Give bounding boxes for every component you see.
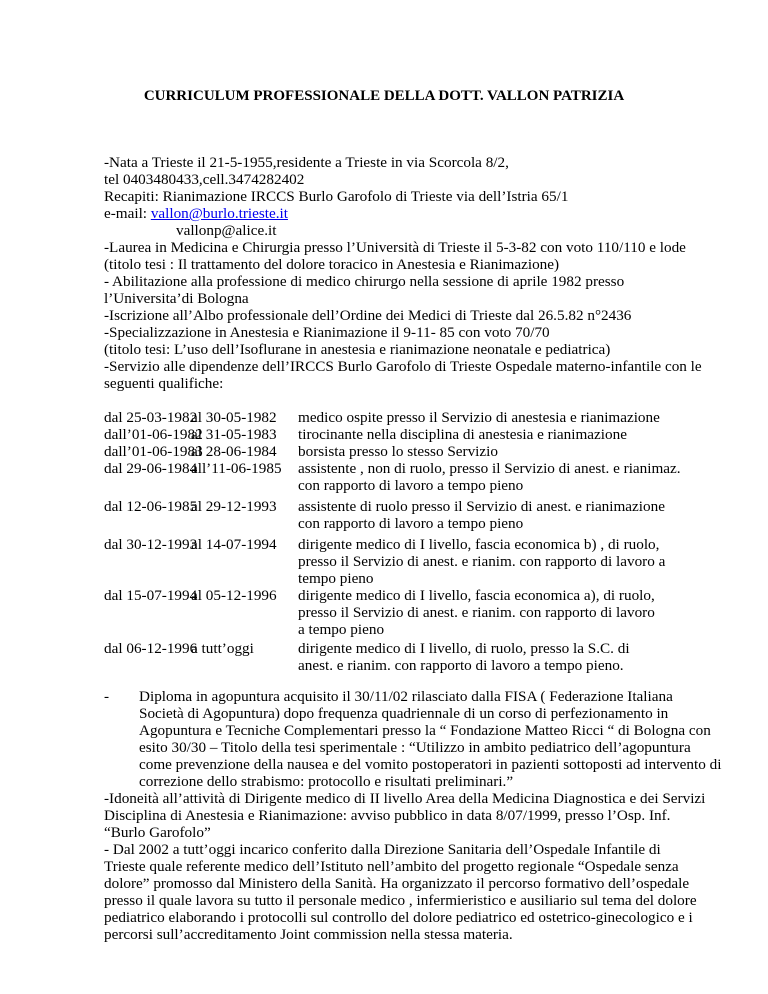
body-line: Disciplina di Anestesia e Rianimazione: avviso pubblico in data 8/07/1999, presso l’Osp. Inf. xyxy=(104,807,671,824)
date-from: dall’01-06-1983 xyxy=(104,443,203,460)
body-line: presso il quale lavora su tutto il personale medico , infermieristico e ausiliario sul tema del dolore xyxy=(104,892,697,909)
intro-line: -Nata a Trieste il 21-5-1955,residente a Trieste in via Scorcola 8/2, xyxy=(104,154,509,171)
date-from: dal 15-07-1994 xyxy=(104,587,198,604)
bullet-line: Agopuntura e Tecniche Complementari presso la “ Fondazione Matteo Ricci “ di Bologna con xyxy=(139,722,711,739)
body-line: -Laurea in Medicina e Chirurgia presso l’Università di Trieste il 5-3-82 con voto 110/110 e lode xyxy=(104,239,686,256)
date-from: dal 25-03-1982 xyxy=(104,409,198,426)
role-desc: assistente di ruolo presso il Servizio di anest. e rianimazione xyxy=(298,498,665,515)
role-desc: a tempo pieno xyxy=(298,621,385,638)
body-line: Trieste quale referente medico dell’Istituto nell’ambito del progetto regionale “Ospedale senza xyxy=(104,858,679,875)
date-to: al 14-07-1994 xyxy=(191,536,277,553)
body-line: (titolo tesi : Il trattamento del dolore toracico in Anestesia e Rianimazione) xyxy=(104,256,560,273)
body-line: -Servizio alle dipendenze dell’IRCCS Burlo Garofolo di Trieste Ospedale materno-infantile con le xyxy=(104,358,702,375)
date-from: dal 06-12-1996 xyxy=(104,640,198,657)
bullet-line: correzione dello strabismo: protocollo e risultati preliminari.” xyxy=(139,773,514,790)
body-line: (titolo tesi: L’uso dell’Isoflurane in anestesia e rianimazione neonatale e pediatrica) xyxy=(104,341,611,358)
body-line: seguenti qualifiche: xyxy=(104,375,224,392)
bullet-line: esito 30/30 – Titolo della tesi sperimentale : “Utilizzo in ambito pediatrico dell’agopuntura xyxy=(139,739,691,756)
date-to: al 29-12-1993 xyxy=(191,498,277,515)
date-to: al 31-05-1983 xyxy=(191,426,277,443)
bullet-line: Diploma in agopuntura acquisito il 30/11/02 rilasciato dalla FISA ( Federazione Italiana xyxy=(139,688,673,705)
date-to: al 05-12-1996 xyxy=(191,587,277,604)
email-secondary: vallonp@alice.it xyxy=(176,222,277,239)
body-line: -Idoneità all’attività di Dirigente medico di II livello Area della Medicina Diagnostica e dei Servizi xyxy=(104,790,706,807)
bullet-dash: - xyxy=(104,688,110,705)
body-line: pediatrico elaborando i protocolli sul controllo del dolore pediatrico ed ostetrico-ginecologico e i xyxy=(104,909,693,926)
date-from: dal 29-06-1984 xyxy=(104,460,198,477)
body-line: - Abilitazione alla professione di medico chirurgo nella sessione di aprile 1982 presso xyxy=(104,273,625,290)
bullet-line: come prevenzione della nausea e del vomito postoperatori in pazienti sottoposti ad intervento di xyxy=(139,756,722,773)
role-desc: con rapporto di lavoro a tempo pieno xyxy=(298,477,524,494)
body-line: percorsi sull’accreditamento Joint commission nella stessa materia. xyxy=(104,926,513,943)
intro-line: tel 0403480433,cell.3474282402 xyxy=(104,171,305,188)
email-label: e-mail: xyxy=(104,205,151,222)
role-desc: presso il Servizio di anest. e rianim. con rapporto di lavoro xyxy=(298,604,655,621)
body-line: l’Universita’di Bologna xyxy=(104,290,249,307)
date-from: dal 12-06-1985 xyxy=(104,498,198,515)
role-desc: dirigente medico di I livello, fascia economica a), di ruolo, xyxy=(298,587,655,604)
date-to: al 28-06-1984 xyxy=(191,443,277,460)
role-desc: borsista presso lo stesso Servizio xyxy=(298,443,498,460)
email-line xyxy=(104,205,288,222)
bullet-line: Società di Agopuntura) dopo frequenza quadriennale di un corso di perfezionamento in xyxy=(139,705,669,722)
role-desc: presso il Servizio di anest. e rianim. con rapporto di lavoro a xyxy=(298,553,666,570)
body-line: -Specializzazione in Anestesia e Rianimazione il 9-11- 85 con voto 70/70 xyxy=(104,324,550,341)
email-link[interactable]: vallon@burlo.trieste.it xyxy=(150,205,288,222)
role-desc: tirocinante nella disciplina di anestesia e rianimazione xyxy=(298,426,627,443)
body-line: - Dal 2002 a tutt’oggi incarico conferito dalla Direzione Sanitaria dell’Ospedale Infantile di xyxy=(104,841,661,858)
date-from: dall’01-06-1982 xyxy=(104,426,203,443)
date-from: dal 30-12-1993 xyxy=(104,536,198,553)
intro-line: Recapiti: Rianimazione IRCCS Burlo Garofolo di Trieste via dell’Istria 65/1 xyxy=(104,188,569,205)
role-desc: con rapporto di lavoro a tempo pieno xyxy=(298,515,524,532)
role-desc: dirigente medico di I livello, fascia economica b) , di ruolo, xyxy=(298,536,660,553)
role-desc: assistente , non di ruolo, presso il Servizio di anest. e rianimaz. xyxy=(298,460,681,477)
date-to: a tutt’oggi xyxy=(191,640,254,657)
role-desc: anest. e rianim. con rapporto di lavoro a tempo pieno. xyxy=(298,657,624,674)
document-title: CURRICULUM PROFESSIONALE DELLA DOTT. VALLON PATRIZIA xyxy=(143,88,625,104)
role-desc: dirigente medico di I livello, di ruolo, presso la S.C. di xyxy=(298,640,630,657)
role-desc: tempo pieno xyxy=(298,570,374,587)
body-line: -Iscrizione all’Albo professionale dell’Ordine dei Medici di Trieste dal 26.5.82 n°2436 xyxy=(104,307,632,324)
date-to: all’11-06-1985 xyxy=(191,460,282,477)
body-line: “Burlo Garofolo” xyxy=(104,824,211,841)
role-desc: medico ospite presso il Servizio di anestesia e rianimazione xyxy=(298,409,660,426)
body-line: dolore” promosso dal Ministero della Sanità. Ha organizzato il percorso formativo dell’ospedale xyxy=(104,875,690,892)
date-to: al 30-05-1982 xyxy=(191,409,277,426)
